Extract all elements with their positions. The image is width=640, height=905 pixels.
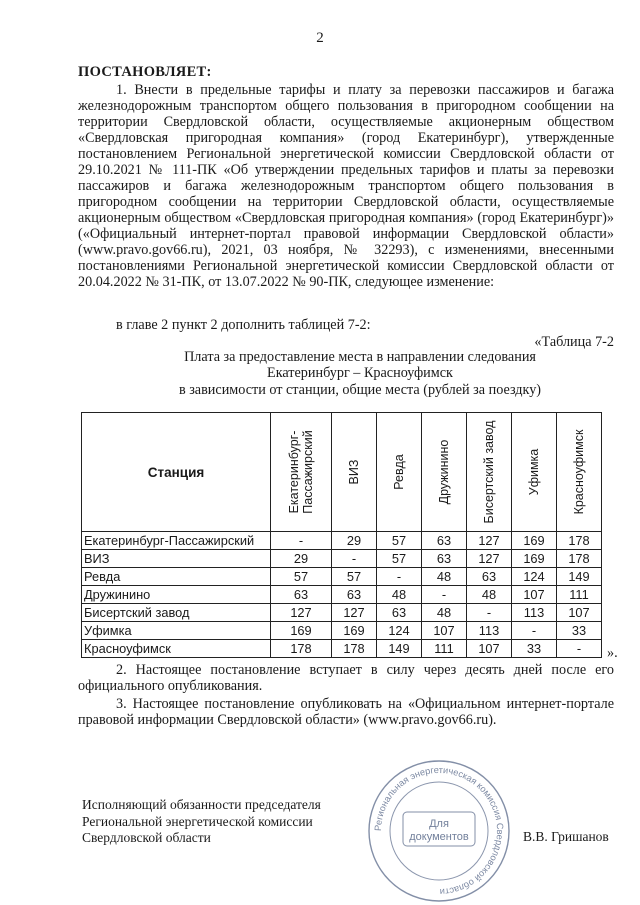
column-header <box>271 413 332 532</box>
fare-cell: 169 <box>512 550 557 568</box>
column-header-label: Уфимка <box>527 448 541 496</box>
fare-cell: - <box>332 550 377 568</box>
column-header-label: Ревда <box>392 454 406 490</box>
row-station-name: ВИЗ <box>82 550 271 568</box>
row-station-name: Екатеринбург-Пассажирский <box>82 532 271 550</box>
column-header-label: Бисертский завод <box>482 420 496 524</box>
fare-cell: 169 <box>512 532 557 550</box>
column-header <box>332 413 377 532</box>
fare-cell: 57 <box>377 550 422 568</box>
fare-cell: 124 <box>512 568 557 586</box>
fare-cell: 107 <box>467 640 512 658</box>
table-header-row <box>82 413 602 532</box>
fare-cell: 57 <box>377 532 422 550</box>
fare-cell: 113 <box>467 622 512 640</box>
fare-cell: 29 <box>332 532 377 550</box>
fare-cell: 29 <box>271 550 332 568</box>
signature-title-line3: Свердловской области <box>82 830 211 845</box>
column-header-label: Екатеринбург-Пассажирский <box>287 430 315 514</box>
fare-cell: - <box>377 568 422 586</box>
paragraph-1-addendum: в главе 2 пункт 2 дополнить таблицей 7-2: <box>116 317 371 333</box>
fare-cell: 149 <box>557 568 602 586</box>
signature-block <box>82 797 321 847</box>
column-header <box>512 413 557 532</box>
fare-cell: 63 <box>422 532 467 550</box>
fare-cell: 33 <box>557 622 602 640</box>
row-station-name: Красноуфимск <box>82 640 271 658</box>
column-header <box>377 413 422 532</box>
table-caption-line3: в зависимости от станции, общие места (рублей за поездку) <box>178 382 542 398</box>
fare-cell: 63 <box>332 586 377 604</box>
fare-cell: - <box>422 586 467 604</box>
fare-cell: 63 <box>467 568 512 586</box>
fare-cell: 149 <box>377 640 422 658</box>
fare-cell: 124 <box>377 622 422 640</box>
table-row <box>82 640 602 658</box>
table-caption-line1: Плата за предоставление места в направлении следования <box>184 349 536 365</box>
table-row <box>82 550 602 568</box>
fare-cell: - <box>512 622 557 640</box>
column-header-label: Дружинино <box>437 439 451 505</box>
fare-cell: 48 <box>422 604 467 622</box>
table-row <box>82 568 602 586</box>
signature-title-line1: Исполняющий обязанности председателя <box>82 797 321 812</box>
stamp-ring-text: Региональная энергетическая комиссия Свердловской области <box>372 764 506 898</box>
fare-cell: 127 <box>467 550 512 568</box>
stamp-center-line2: документов <box>409 831 469 843</box>
fare-cell: 48 <box>467 586 512 604</box>
resolution-heading: ПОСТАНОВЛЯЕТ: <box>78 64 212 80</box>
fare-cell: 63 <box>422 550 467 568</box>
column-header <box>422 413 467 532</box>
table-closing-quote: ». <box>607 645 618 661</box>
fare-cell: 113 <box>512 604 557 622</box>
fare-cell: 178 <box>557 532 602 550</box>
fare-cell: 33 <box>512 640 557 658</box>
fare-cell: - <box>271 532 332 550</box>
fare-cell: 178 <box>557 550 602 568</box>
fare-cell: 178 <box>332 640 377 658</box>
fare-cell: 48 <box>422 568 467 586</box>
fare-cell: 107 <box>557 604 602 622</box>
stamp-center-line1: Для <box>429 818 449 830</box>
official-stamp <box>366 758 512 904</box>
paragraph-1: 1. Внести в предельные тарифы и плату за перевозки пассажиров и багажа железнодорожным транспортом общего пользования в пригородном сообщении на территории Свердловской области, осуществляемые акционерным обществом «Свердловская пригородная компания» (город Екатеринбург), утвержденные постановлением Региональной энергетической комиссии Свердловской области от 29.10.2021 № 111-ПК «Об утверждении предельных тарифов и платы за перевозки пассажиров и багажа железнодорожным транспортом общего пользования в пригородном сообщении на территории Свердловской области, осуществляемые акционерным обществом «Свердловская пригородная компания» (город Екатеринбург)» («Официальный интернет-портал правовой информации Свердловской области» (www.pravo.gov66.ru), 2021, 03 ноября, № 32293), с изменениями, внесенными постановлениями Региональной энергетической комиссии Свердловской области от 20.04.2022 № 31-ПК, от 13.07.2022 № 90-ПК, следующее изменение: <box>78 82 614 290</box>
table-row <box>82 532 602 550</box>
fare-cell: 57 <box>332 568 377 586</box>
table-row <box>82 622 602 640</box>
fare-cell: 57 <box>271 568 332 586</box>
fare-cell: 63 <box>271 586 332 604</box>
fare-cell: 48 <box>377 586 422 604</box>
fare-cell: 169 <box>332 622 377 640</box>
signatory-name: В.В. Гришанов <box>523 829 609 844</box>
page-number: 2 <box>316 30 324 46</box>
fare-cell: - <box>467 604 512 622</box>
table-row <box>82 586 602 604</box>
column-header <box>557 413 602 532</box>
row-station-name: Дружинино <box>82 586 271 604</box>
fare-table <box>81 412 602 658</box>
fare-cell: 127 <box>332 604 377 622</box>
fare-cell: 111 <box>557 586 602 604</box>
table-corner-header: Станция <box>82 413 271 532</box>
fare-cell: 178 <box>271 640 332 658</box>
column-header <box>467 413 512 532</box>
fare-cell: 111 <box>422 640 467 658</box>
table-row <box>82 604 602 622</box>
table-body <box>82 532 602 658</box>
row-station-name: Ревда <box>82 568 271 586</box>
table-label: «Таблица 7-2 <box>534 334 614 350</box>
column-header-label: Красноуфимск <box>572 429 586 515</box>
fare-cell: 107 <box>422 622 467 640</box>
paragraph-2: 2. Настоящее постановление вступает в силу через десять дней после его официального опубликования. <box>78 662 614 694</box>
paragraph-3: 3. Настоящее постановление опубликовать на «Официальном интернет-портале правовой информации Свердловской области» (www.pravo.gov66.ru). <box>78 696 614 728</box>
fare-cell: 127 <box>467 532 512 550</box>
signature-title-line2: Региональной энергетической комиссии <box>82 813 313 829</box>
row-station-name: Уфимка <box>82 622 271 640</box>
fare-cell: - <box>557 640 602 658</box>
fare-cell: 63 <box>377 604 422 622</box>
table-caption-line2: Екатеринбург – Красноуфимск <box>267 365 453 381</box>
fare-cell: 169 <box>271 622 332 640</box>
fare-cell: 107 <box>512 586 557 604</box>
fare-cell: 127 <box>271 604 332 622</box>
row-station-name: Бисертский завод <box>82 604 271 622</box>
column-header-label: ВИЗ <box>347 459 361 485</box>
